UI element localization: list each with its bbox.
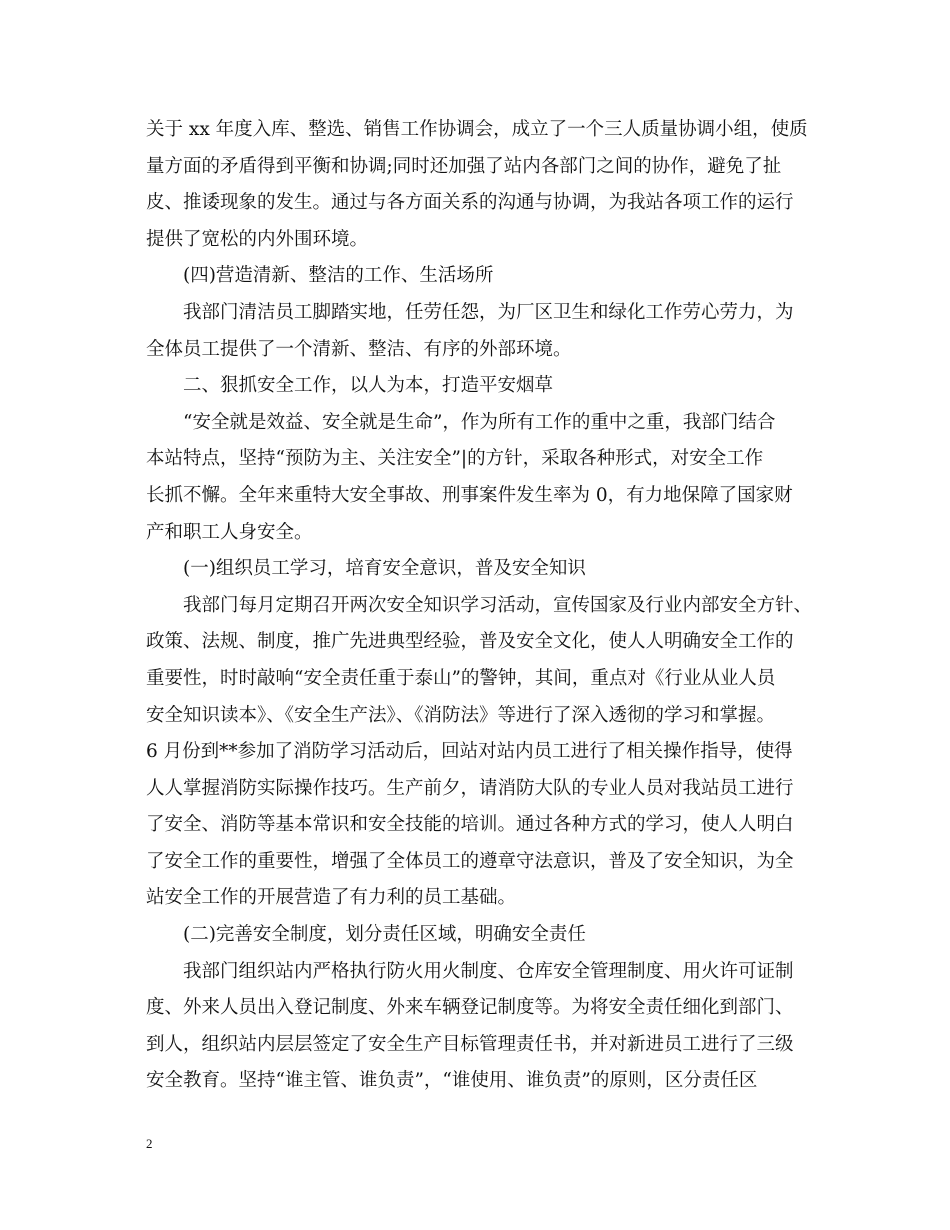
text-line: 重要性，时时敲响“安全责任重于泰山”的警钟，其间，重点对《行业从业人员 <box>146 667 776 689</box>
text-line: (四)营造清新、整洁的工作、生活场所 <box>183 265 494 287</box>
text-line: 人人掌握消防实际操作技巧。生产前夕，请消防大队的专业人员对我站员工进行 <box>146 777 794 799</box>
text-line: 政策、法规、制度，推广先进典型经验，普及安全文化，使人人明确安全工作的 <box>146 631 794 653</box>
text-line: “安全就是效益、安全就是生命”，作为所有工作的重中之重，我部门结合 <box>183 411 776 433</box>
text-line: 全体员工提供了一个清新、整洁、有序的外部环境。 <box>146 338 572 360</box>
text-line: 度、外来人员出入登记制度、外来车辆登记制度等。为将安全责任细化到部门、 <box>146 997 794 1019</box>
text-line: (一)组织员工学习，培育安全意识，普及安全知识 <box>183 558 586 580</box>
text-line: 本站特点，坚持“预防为主、关注安全”|的方针，采取各种形式，对安全工作 <box>146 448 764 470</box>
text-line: 安全教育。坚持“谁主管、谁负责”，“谁使用、谁负责”的原则，区分责任区 <box>146 1070 758 1092</box>
text-line: 量方面的矛盾得到平衡和协调;同时还加强了站内各部门之间的协作，避免了扯 <box>146 155 782 177</box>
text-line: (二)完善安全制度，划分责任区域，明确安全责任 <box>183 924 586 946</box>
text-line: 到人，组织站内层层签定了安全生产目标管理责任书，并对新进员工进行了三级 <box>146 1033 794 1055</box>
text-line: 站安全工作的开展营造了有力利的员工基础。 <box>146 887 517 909</box>
text-line: 产和职工人身安全。 <box>146 521 313 543</box>
text-line: 皮、推诿现象的发生。通过与各方面关系的沟通与协调，为我站各项工作的运行 <box>146 192 794 214</box>
text-line: 我部门组织站内严格执行防火用火制度、仓库安全管理制度、用火许可证制 <box>183 960 794 982</box>
text-line: 长抓不懈。全年来重特大安全事故、刑事案件发生率为 0，有力地保障了国家财 <box>146 484 793 506</box>
text-line: 了安全工作的重要性，增强了全体员工的遵章守法意识，普及了安全知识，为全 <box>146 850 794 872</box>
text-line: 安全知识读本》、《安全生产法》、《消防法》等进行了深入透彻的学习和掌握。 <box>146 704 776 726</box>
text-line: 了安全、消防等基本常识和安全技能的培训。通过各种方式的学习，使人人明白 <box>146 814 794 836</box>
text-line: 6 月份到**参加了消防学习活动后，回站对站内员工进行了相关操作指导，使得 <box>146 741 793 763</box>
body-text <box>146 112 816 1100</box>
text-line: 我部门每月定期召开两次安全知识学习活动，宣传国家及行业内部安全方针、 <box>183 594 813 616</box>
page-number: 2 <box>146 1136 153 1151</box>
text-line: 提供了宽松的内外围环境。 <box>146 228 369 250</box>
text-line: 二、狠抓安全工作，以人为本，打造平安烟草 <box>183 375 554 397</box>
text-line: 我部门清洁员工脚踏实地，任劳任怨，为厂区卫生和绿化工作劳心劳力，为 <box>183 301 794 323</box>
text-line: 关于 xx 年度入库、整选、销售工作协调会，成立了一个三人质量协调小组，使质 <box>146 119 808 140</box>
